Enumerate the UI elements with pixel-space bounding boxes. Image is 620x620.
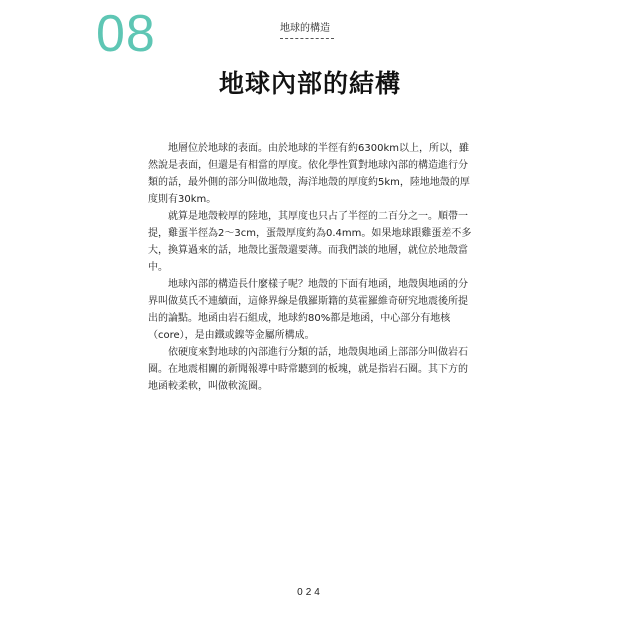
- paragraph-3-line-3: 出的論點。地函由岩石組成，地球約80%都是地函，中心部分有地核: [148, 313, 451, 324]
- paragraph-3-line-1: 地球內部的構造長什麼樣子呢？地殼的下面有地函，地殼與地函的分: [168, 279, 468, 290]
- paragraph-3-line-4: （core），是由鐵或鎳等金屬所構成。: [148, 330, 315, 341]
- section-label: 地球的構造: [280, 23, 330, 34]
- paragraph-1-line-4: 度則有30km。: [148, 194, 217, 205]
- paragraph-2-line-4: 中。: [148, 262, 168, 273]
- paragraph-2-line-1: 就算是地殼較厚的陸地，其厚度也只占了半徑的二百分之一。順帶一: [168, 211, 468, 222]
- paragraph-1-line-3: 類的話，最外側的部分叫做地殼，海洋地殼的厚度約5km，陸地地殼的厚: [148, 177, 470, 188]
- paragraph-4-line-1: 依硬度來對地球的內部進行分類的話，地殼與地函上部部分叫做岩石: [168, 347, 468, 358]
- paragraph-1-line-1: 地層位於地球的表面。由於地球的半徑有約6300km以上，所以，雖: [168, 143, 469, 154]
- chapter-number: 08: [96, 5, 156, 63]
- section-label-underline: [280, 38, 334, 39]
- page-number: 024: [297, 587, 323, 598]
- paragraph-4-line-2: 圈。在地震相關的新聞報導中時常聽到的板塊，就是指岩石圈。其下方的: [148, 364, 468, 375]
- paragraph-4-line-3: 地函較柔軟，叫做軟流圈。: [148, 381, 268, 392]
- paragraph-2-line-3: 大，換算過來的話，地殼比蛋殼還要薄。而我們談的地層，就位於地殼當: [148, 245, 468, 256]
- paragraph-3-line-2: 界叫做莫氏不連續面，這條界線是俄羅斯籍的莫霍羅維奇研究地震後所提: [148, 296, 468, 307]
- body-text: [148, 140, 472, 395]
- paragraph-1-line-2: 然說是表面，但還是有相當的厚度。依化學性質對地球內部的構造進行分: [148, 160, 468, 171]
- paragraph-2-line-2: 提，雞蛋半徑為2～3cm，蛋殼厚度約為0.4mm。如果地球跟雞蛋差不多: [148, 228, 472, 239]
- page-title: 地球內部的結構: [218, 69, 401, 98]
